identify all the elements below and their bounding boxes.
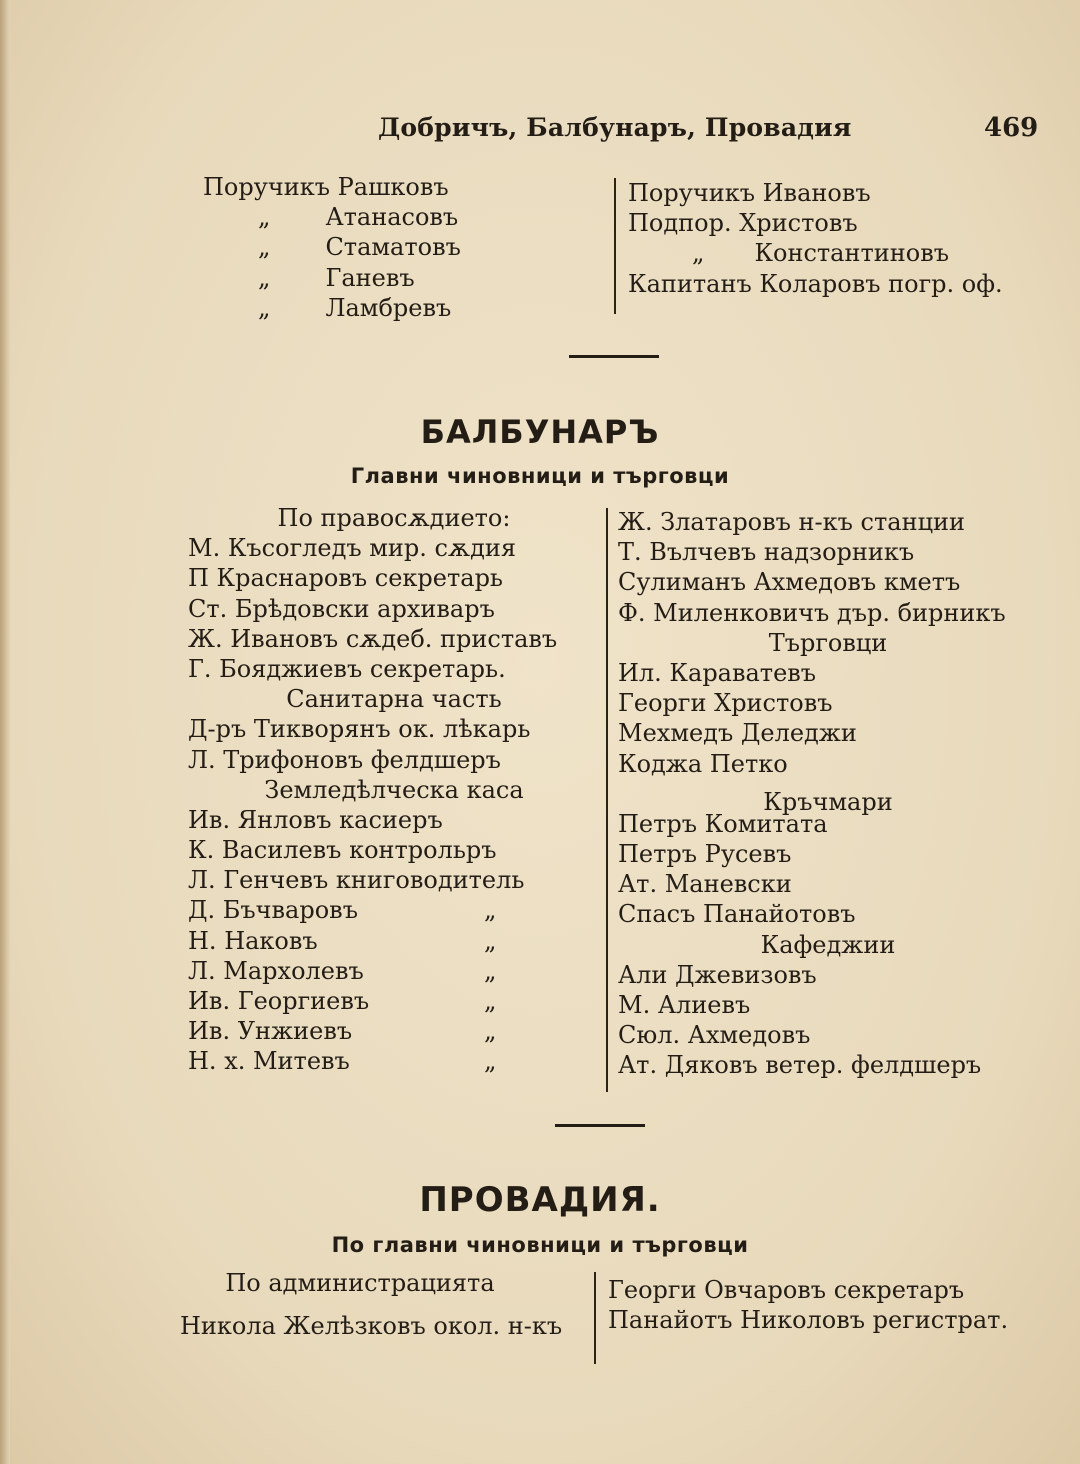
section-divider-rule: [555, 1124, 645, 1127]
list-item: Георги Христовъ: [618, 689, 833, 718]
list-item: Ж. Ивановъ сѫдеб. приставъ: [188, 624, 558, 653]
list-item: М. Късогледъ мир. сѫдия: [188, 534, 516, 563]
list-item: К. Василевъ контрольръ: [188, 836, 497, 865]
list-item: Подпор. Христовъ: [628, 209, 858, 238]
running-header: Добричъ, Балбунаръ, Провадия: [378, 113, 852, 142]
page-number: 469: [984, 113, 1039, 143]
list-item: Петръ Комитата: [618, 809, 828, 838]
list-item: „ Атанасовъ: [258, 203, 459, 232]
subheading: Кафеджии: [760, 930, 896, 959]
list-item: Али Джевизовъ: [618, 960, 817, 989]
list-item: Поручикъ Ивановъ: [628, 179, 871, 207]
list-item: „ Стаматовъ: [258, 233, 461, 262]
list-item: Н. х. Митевъ „: [188, 1047, 497, 1076]
section-subtitle: По главни чиновници и търговци: [331, 1233, 749, 1257]
balbunar-right-column: [618, 507, 1038, 1081]
column-divider: [614, 178, 616, 314]
list-item: Спасъ Панайотовъ: [618, 900, 856, 929]
section-divider-rule: [569, 355, 659, 358]
list-item: П Краснаровъ секретарь: [188, 564, 503, 593]
list-item: „ Константиновъ: [692, 239, 949, 268]
balbunar-left-column: [188, 503, 600, 1077]
subheading: Земледѣлческа каса: [264, 775, 524, 804]
list-item: Д-ръ Тикворянъ ок. лѣкарь: [188, 715, 531, 744]
list-item: Ив. Георгиевъ „: [188, 987, 497, 1015]
list-item: Ив. Унжиевъ „: [188, 1017, 497, 1046]
list-item: Сулиманъ Ахмедовъ кметъ: [618, 568, 961, 597]
list-item: Мехмедъ Деледжи: [618, 719, 857, 748]
list-item: Т. Вълчевъ надзорникъ: [618, 538, 915, 567]
subheading: Търговци: [768, 628, 888, 657]
provadia-right-column: [608, 1275, 1028, 1335]
list-item: Георги Овчаровъ секретаръ: [608, 1276, 965, 1304]
subheading: Кръчмари: [763, 787, 893, 816]
list-item: „ Ганевъ: [258, 263, 415, 292]
subheading: По администрацията: [225, 1269, 495, 1297]
top-right-column: [628, 178, 1003, 299]
list-item: Д. Бъчваровъ „: [188, 896, 497, 925]
list-item: М. Алиевъ: [618, 991, 751, 1019]
list-item: Ж. Златаровъ н-къ станции: [618, 508, 965, 536]
list-item: Петръ Русевъ: [618, 840, 792, 869]
column-divider: [594, 1272, 596, 1364]
list-item: Никола Желѣзковъ окол. н-къ: [180, 1312, 563, 1341]
section-subtitle: Главни чиновници и търговци: [350, 464, 730, 488]
section-title-provadia: ПРОВАДИЯ.: [419, 1180, 661, 1220]
list-item: Л. Мархолевъ „: [188, 956, 497, 985]
list-item: Ат. Дяковъ ветер. фелдшеръ: [618, 1051, 982, 1080]
list-item: Поручикъ Рашковъ: [203, 173, 449, 201]
list-item: Ф. Миленковичъ дър. бирникъ: [618, 598, 1006, 627]
section-title-balbunar: БАЛБУНАРЪ: [420, 413, 660, 451]
list-item: Ив. Янловъ касиеръ: [188, 805, 443, 834]
provadia-left-column: [180, 1268, 580, 1341]
list-item: Коджа Петко: [618, 749, 788, 778]
list-item: Н. Наковъ „: [188, 926, 497, 955]
list-item: Ил. Караватевъ: [618, 658, 817, 687]
subheading: Санитарна часть: [286, 685, 502, 714]
column-divider: [606, 508, 608, 1092]
list-item: Л. Генчевъ книговодитель: [188, 866, 525, 895]
list-item: Ст. Брѣдовски архиваръ: [188, 594, 495, 623]
list-item: Капитанъ Коларовъ погр. оф.: [628, 269, 1003, 298]
list-item: Г. Бояджиевъ секретарь.: [188, 654, 506, 683]
list-item: Панайотъ Николовъ регистрат.: [608, 1306, 1009, 1335]
list-item: Ат. Маневски: [618, 870, 792, 899]
list-item: Л. Трифоновъ фелдшеръ: [188, 745, 501, 774]
list-item: Сюл. Ахмедовъ: [618, 1021, 811, 1050]
top-left-column: [203, 172, 461, 323]
subheading: По правосѫдието:: [277, 504, 511, 532]
list-item: „ Ламбревъ: [258, 293, 452, 322]
